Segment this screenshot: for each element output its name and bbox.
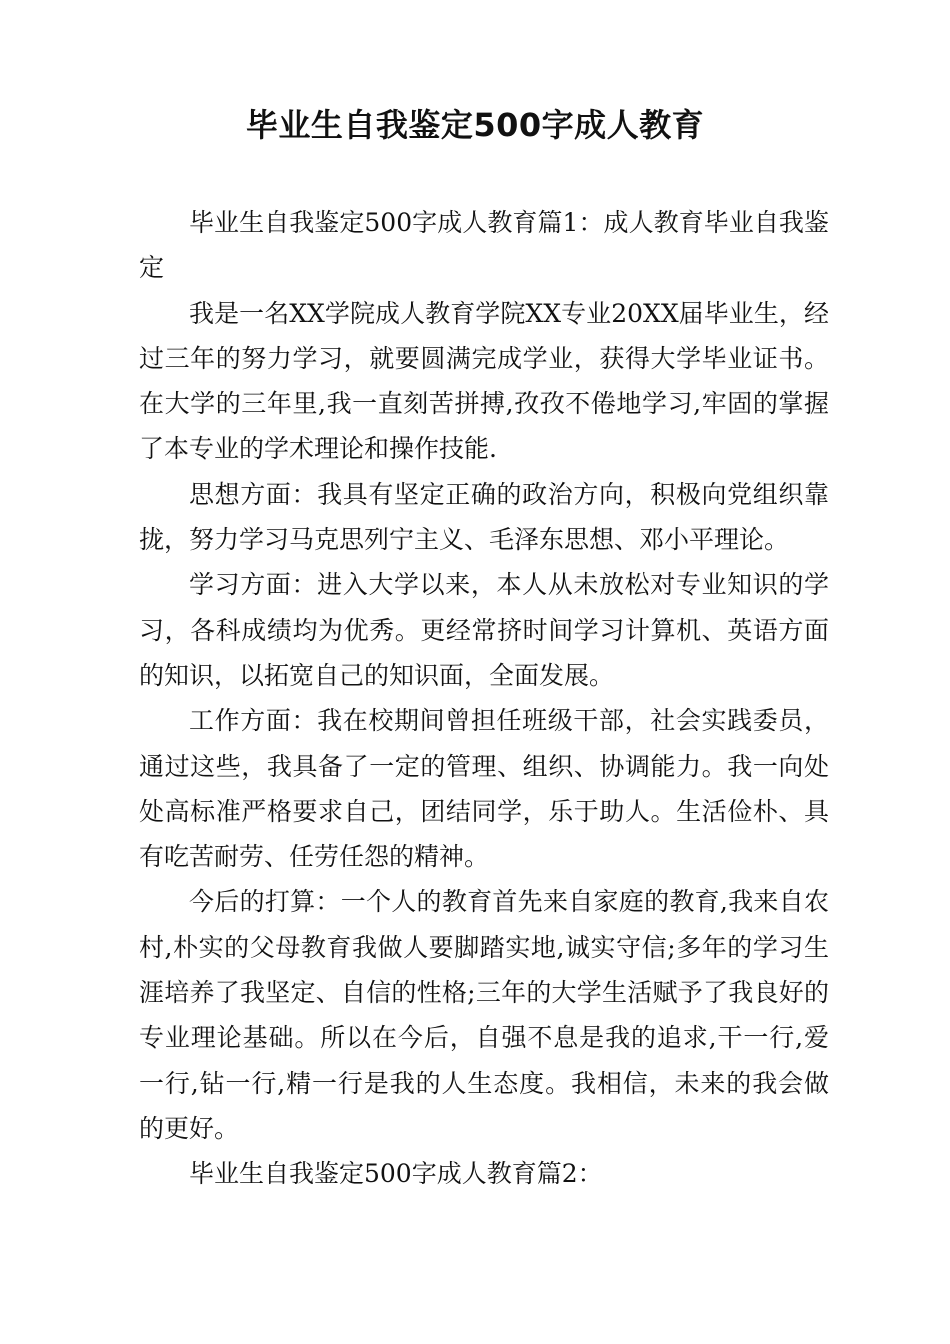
paragraph-work: 工作方面：我在校期间曾担任班级干部，社会实践委员，通过这些，我具备了一定的管理、组织、协调能力。我一向处处高标准严格要求自己，团结同学，乐于助人。生活俭朴、具有吃苦耐劳、任劳任怨的精神。 (139, 706, 829, 872)
paragraph-heading-part1: 毕业生自我鉴定500字成人教育篇1：成人教育毕业自我鉴定 (139, 208, 829, 283)
document-body (139, 200, 829, 1197)
paragraph-study: 学习方面：进入大学以来，本人从未放松对专业知识的学习，各科成绩均为优秀。更经常挤时间学习计算机、英语方面的知识，以拓宽自己的知识面，全面发展。 (139, 570, 829, 690)
document-title: 毕业生自我鉴定500字成人教育 (245, 106, 705, 144)
paragraph-heading-part2: 毕业生自我鉴定500字成人教育篇2： (189, 1159, 603, 1189)
paragraph-ideology: 思想方面：我具有坚定正确的政治方向，积极向党组织靠拢，努力学习马克思列宁主义、毛泽东思想、邓小平理论。 (139, 479, 829, 555)
paragraph-future-plans: 今后的打算：一个人的教育首先来自家庭的教育,我来自农村,朴实的父母教育我做人要脚踏实地,诚实守信;多年的学习生涯培养了我坚定、自信的性格;三年的大学生活赋予了我良好的专业理论基础。所以在今后，自强不息是我的追求,干一行,爱一行,钻一行,精一行是我的人生态度。我相信，未来的我会做的更好。 (139, 887, 829, 1143)
paragraph-intro: 我是一名XX学院成人教育学院XX专业20XX届毕业生，经过三年的努力学习，就要圆满完成学业，获得大学毕业证书。在大学的三年里,我一直刻苦拼搏,孜孜不倦地学习,牢固的掌握了本专业的学术理论和操作技能. (139, 298, 829, 464)
